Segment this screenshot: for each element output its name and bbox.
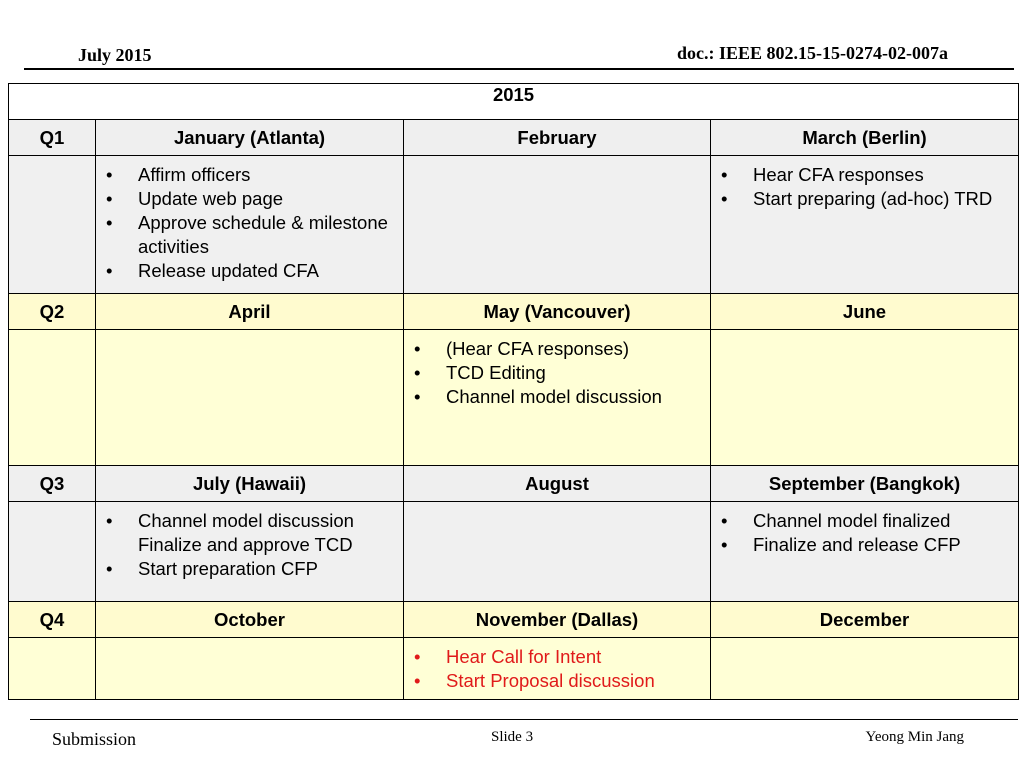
month-activities <box>404 638 711 700</box>
activity-item: • Affirm officers <box>106 163 395 187</box>
quarter-header-row <box>9 120 1019 156</box>
quarter-body-row <box>9 156 1019 294</box>
quarter-body-row <box>9 330 1019 466</box>
activity-item: Finalize and approve TCD <box>138 534 353 555</box>
header-date: July 2015 <box>78 45 152 65</box>
schedule-table <box>8 83 1019 700</box>
month-activities <box>404 156 711 294</box>
activity-item: • Channel model discussion <box>106 509 395 533</box>
month-header: August <box>404 466 711 502</box>
month-activities <box>711 330 1019 466</box>
month-activities <box>96 502 404 602</box>
quarter-label: Q4 <box>9 602 96 638</box>
month-header: June <box>711 294 1019 330</box>
activity-item: • (Hear CFA responses) <box>414 337 702 361</box>
quarter-label: Q1 <box>9 120 96 156</box>
activity-item: • Channel model finalized <box>721 509 1010 533</box>
quarter-header-row <box>9 602 1019 638</box>
month-header: September (Bangkok) <box>711 466 1019 502</box>
month-header: November (Dallas) <box>404 602 711 638</box>
quarter-header-row <box>9 466 1019 502</box>
month-header: July (Hawaii) <box>96 466 404 502</box>
month-activities <box>96 638 404 700</box>
quarter-body-row <box>9 502 1019 602</box>
footer-submission: Submission <box>52 729 137 749</box>
month-header: December <box>711 602 1019 638</box>
month-activities <box>711 502 1019 602</box>
activity-item: • Release updated CFA <box>106 259 395 283</box>
quarter-body-row <box>9 638 1019 700</box>
quarter-spacer-cell <box>9 638 96 700</box>
month-activities <box>711 156 1019 294</box>
footer-slide-number: Slide 3 <box>491 729 534 745</box>
month-activities <box>404 502 711 602</box>
month-header: May (Vancouver) <box>404 294 711 330</box>
activity-item: • Update web page <box>106 187 395 211</box>
activity-item-highlight: • Start Proposal discussion <box>414 669 702 693</box>
month-activities <box>711 638 1019 700</box>
activity-item: • TCD Editing <box>414 361 702 385</box>
month-header: February <box>404 120 711 156</box>
quarter-header-row <box>9 294 1019 330</box>
month-activities <box>96 156 404 294</box>
quarter-spacer-cell <box>9 156 96 294</box>
activity-item: • Start preparation CFP <box>106 557 395 581</box>
activity-item: • Finalize and release CFP <box>721 533 1010 557</box>
table-title: 2015 <box>9 84 1019 120</box>
month-header: January (Atlanta) <box>96 120 404 156</box>
header-doc-id: doc.: IEEE 802.15-15-0274-02-007a <box>677 43 948 63</box>
activity-item: • Hear CFA responses <box>721 163 1010 187</box>
quarter-spacer-cell <box>9 502 96 602</box>
month-header: October <box>96 602 404 638</box>
quarter-spacer-cell <box>9 330 96 466</box>
month-header: April <box>96 294 404 330</box>
activity-item-highlight: • Hear Call for Intent <box>414 645 702 669</box>
quarter-label: Q3 <box>9 466 96 502</box>
activity-item: • Start preparing (ad-hoc) TRD <box>721 187 1010 211</box>
activity-item: • Channel model discussion <box>414 385 702 409</box>
quarter-label: Q2 <box>9 294 96 330</box>
month-activities <box>96 330 404 466</box>
header-divider <box>24 68 1014 70</box>
footer-author: Yeong Min Jang <box>865 729 964 745</box>
footer-divider <box>30 719 1018 720</box>
month-activities <box>404 330 711 466</box>
month-header: March (Berlin) <box>711 120 1019 156</box>
activity-item: • Approve schedule & milestone activities <box>106 211 395 259</box>
